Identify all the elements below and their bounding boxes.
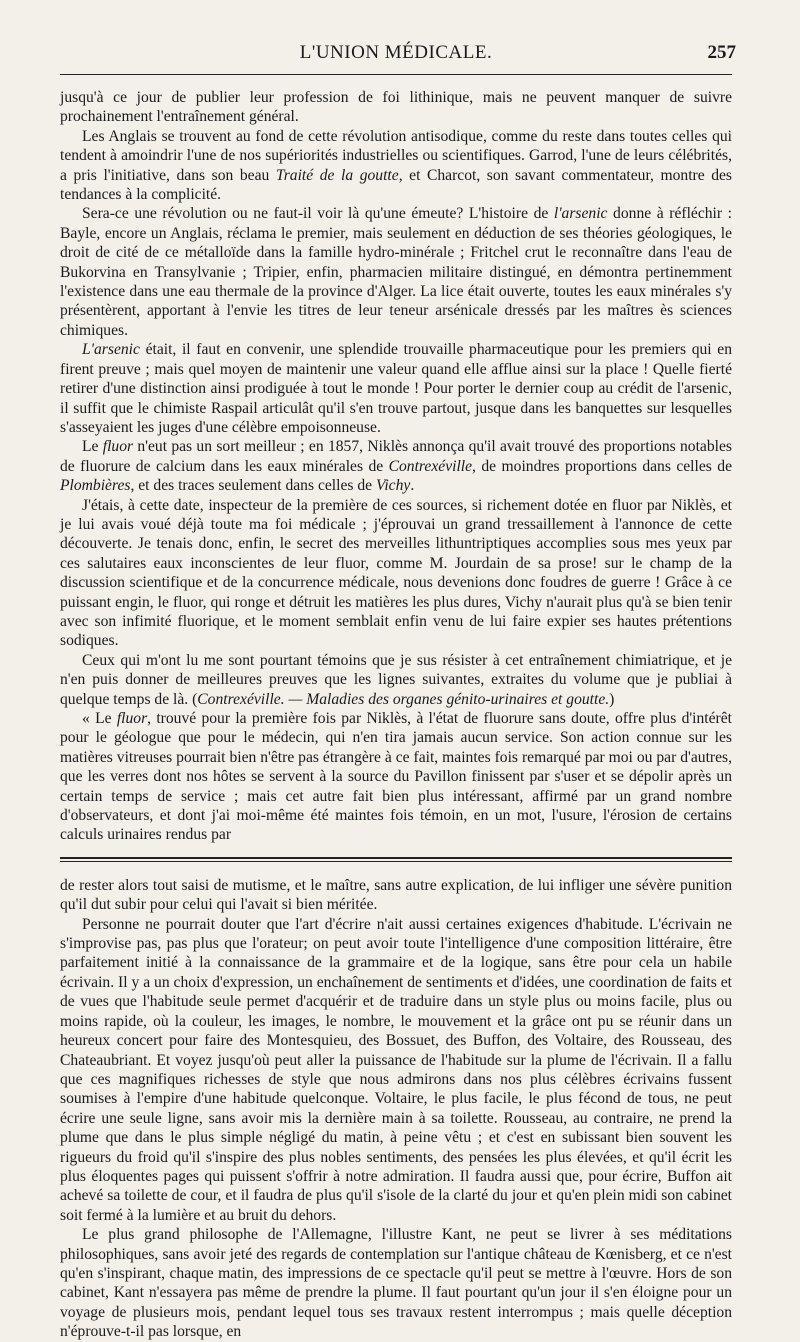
page-number: 257 bbox=[707, 42, 736, 63]
paragraph: Sera-ce une révolution ou ne faut-il voir là qu'une émeute? L'histoire de l'arsenic donne à réfléchir : Bayle, encore un Anglais, réclama le premier, mais seulement en déduction de ses théories géologiques, le droit de cité de ce métalloïde dans la famille hydro-minérale ; Fritchel crut le reconnaître dans l'eau de Bukorvina en Transylvanie ; Tripier, enfin, pharmacien militaire distingué, en démontra pertinemment l'existence dans une eau thermale de la province d'Alger. La lice était ouverte, toutes les eaux minérales s'y présentèrent, apportant à l'envie les titres de leur teneur arsénicale dressés par les maîtres ès sciences chimiques. bbox=[60, 205, 732, 339]
upper-article bbox=[60, 88, 732, 845]
running-header bbox=[60, 0, 736, 68]
paragraph: jusqu'à ce jour de publier leur profession de foi lithinique, mais ne peuvent manquer de suivre prochainement l'entraînement général. bbox=[60, 89, 732, 126]
journal-title: L'UNION MÉDICALE. bbox=[299, 42, 493, 63]
paragraph: Le plus grand philosophe de l'Allemagne, l'illustre Kant, ne peut se livrer à ses méditations philosophiques, sans avoir jeté des regards de contemplation sur l'antique château de Kœnisberg, et ce n'est qu'en s'inspirant, chaque matin, des impressions de ce spectacle qu'il peut se mettre à l'œuvre. Hors de son cabinet, Kant n'essayera pas même de prendre la plume. Il faut pourtant qu'un jour il s'en éloigne pour un voyage de plusieurs mois, pendant lequel tous ses travaux restent interrompus ; mais quelle déception n'éprouve-t-il pas lorsque, en bbox=[60, 1226, 732, 1341]
feuilleton-text bbox=[60, 876, 732, 1342]
paragraph: « Le fluor, trouvé pour la première fois par Niklès, à l'état de fluorure sans doute, offre plus d'intérêt pour le géologue que pour le médecin, qui n'en tira jamais aucun service. Son action connue sur les matières vitreuses pourrait bien n'être pas étrangère à ce fait, maintes fois remarqué par moi ou par d'autres, que les verres dont nos hôtes se servent à la source du Pavillon finissent par s'user et se dépolir après un certain temps de service ; mais cet autre fait bien plus intéressant, affirmé par un grand nombre d'observateurs, et dont j'ai moi-même été maintes fois témoin, en un mot, l'usure, l'érosion de certains calculs urinaires rendus par bbox=[60, 710, 733, 844]
section-divider bbox=[60, 857, 732, 862]
header-rule bbox=[60, 74, 732, 75]
paragraph: Le fluor n'eut pas un sort meilleur ; en 1857, Niklès annonça qu'il avait trouvé des proportions notables de fluorure de calcium dans les eaux minérales de Contrexéville, de moindres proportions dans celles de Plombières, et des traces seulement dans celles de Vichy. bbox=[60, 438, 732, 495]
paragraph: Personne ne pourrait douter que l'art d'écrire n'ait aussi certaines exigences d'habitude. L'écrivain ne s'improvise pas, pas plus que l'orateur; on peut avoir toute l'intelligence d'une composition littéraire, être parfaitement initié à la connaissance de la grammaire et de la logique, sans être pour cela un habile écrivain. Il y a un choix d'expression, un enchaînement de sentiments et d'idées, une coordination de faits et de vues que l'habitude seule permet d'acquérir et de traduire dans un style plus ou moins facile, plus ou moins rapide, où la couleur, les images, le nombre, le mouvement et la grâce ont pu se réunir dans un heureux concert pour faire des Montesquieu, des Bossuet, des Buffon, des Voltaire, des Rousseau, des Chateaubriant. Et voyez jusqu'où peut aller la puissance de l'habitude sur la plume de l'écrivain. Il a fallu que ces magnifiques richesses de style que nous admirons dans nos plus célèbres écrivains fussent soumises à l'empire d'une habitude quelconque. Voltaire, le plus facile, le plus fécond de tous, ne peut écrire une seule ligne, sans avoir mis la dernière main à sa toilette. Rousseau, au contraire, ne prend la plume que dans le plus simple négligé du matin, à peine vêtu ; et c'est en subissant bien souvent les rigueurs du froid qu'il s'inspire des plus nobles sentiments, des pensées les plus élevées, et qu'il écrit les plus éloquentes pages qui puissent s'offrir à notre admiration. Il faudra aussi que, pour écrire, Buffon ait achevé sa toilette de cour, et il faudra de plus qu'il s'isole de la clarté du jour et qu'en plein midi son cabinet soit fermé à la lumière et au bruit du dehors. bbox=[60, 915, 732, 1224]
paragraph: Les Anglais se trouvent au fond de cette révolution antisodique, comme du reste dans toutes celles qui tendent à amoindrir l'une de nos supériorités industrielles ou scientifiques. Garrod, l'une de leurs célébrités, a pris l'initiative, dans son beau Traité de la goutte, et Charcot, son savant commentateur, montre des tendances à la complicité. bbox=[60, 127, 733, 204]
paragraph: L'arsenic était, il faut en convenir, une splendide trouvaille pharmaceutique pour les premiers qui en firent preuve ; mais quel moyen de maintenir une valeur quand elle afflue ainsi sur la place ! Quelle fierté retirer d'une distinction ainsi prodiguée à tout le monde ! Pour porter le dernier coup au crédit de l'arsenic, il suffit que le chimiste Raspail articulât qu'il s'en trouve partout, jusque dans les banquettes sur lesquelles s'asseyaient les juges d'une célèbre empoisonneuse. bbox=[60, 341, 732, 436]
paragraph: de rester alors tout saisi de mutisme, et le maître, sans autre explication, de lui infliger une sévère punition qu'il dut subir pour celui qui l'avait si bien méritée. bbox=[60, 876, 732, 914]
paragraph: J'étais, à cette date, inspecteur de la première de ces sources, si richement dotée en fluor par Niklès, et je lui avais voué déjà toute ma foi médicale ; j'éprouvai un grand tressaillement à l'annonce de cette découverte. Je tenais donc, enfin, le secret des merveilles lithuntriptiques accomplies sous mes yeux par ces salutaires eaux inconscientes de leur fluor, comme M. Jourdain de sa prose! sur le champ de la discussion scientifique et de la concurrence médicale, nous devenions donc foudres de guerre ! Grâce à ce puissant engin, le fluor, qui ronge et détruit les matières les plus dures, Vichy n'aurait plus qu'à se bien tenir avec son infimité fluorique, et le moment semblait enfin venu de lui faire expier ses hautes prétentions sodiques. bbox=[60, 496, 732, 650]
paragraph: Ceux qui m'ont lu me sont pourtant témoins que je sus résister à cet entraînement chimiatrique, et je n'en puis donner de meilleures preuves que les lignes suivantes, extraites du volume que je publiai à quelque temps de là. (Contrexéville. — Maladies des organes génito-urinaires et goutte.) bbox=[60, 651, 732, 708]
